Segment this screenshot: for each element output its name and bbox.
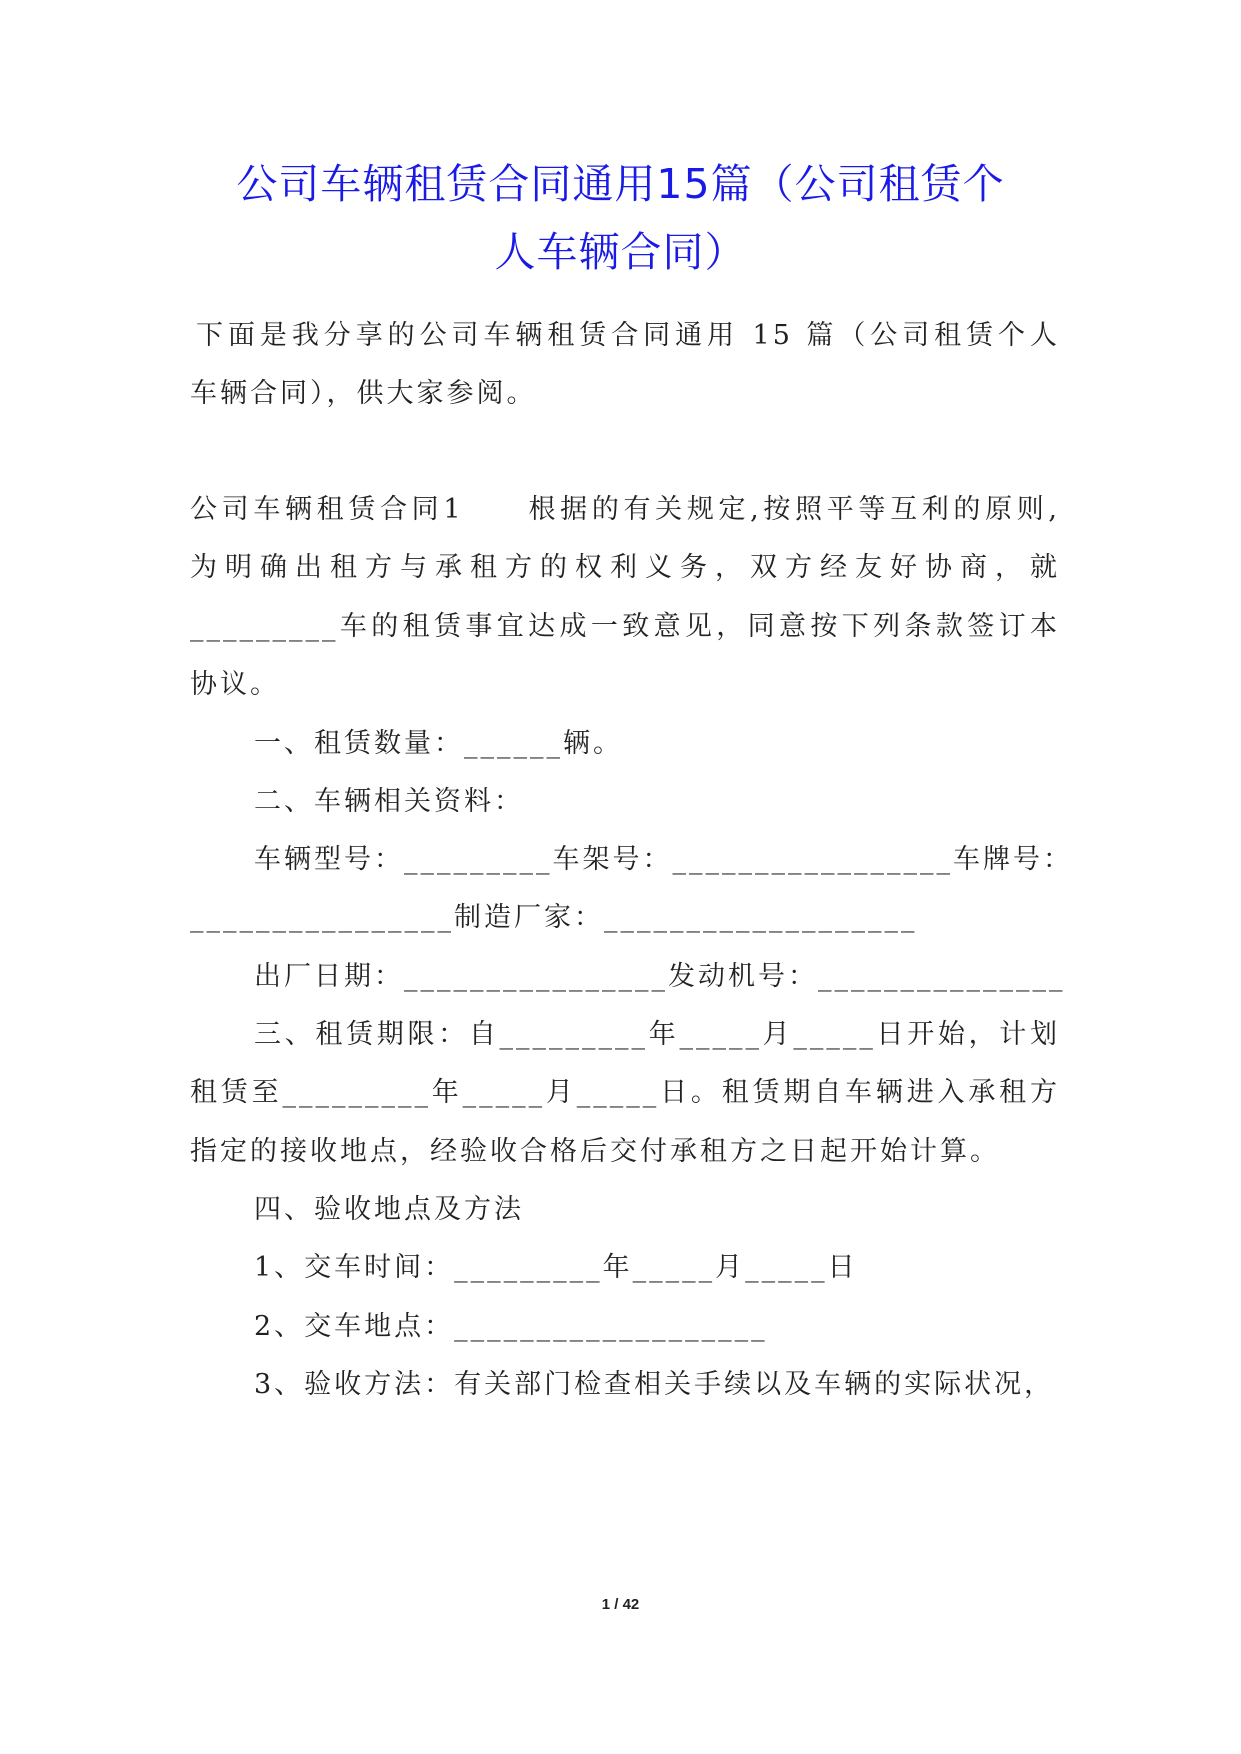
item-1: 一、租赁数量：______辆。 bbox=[254, 728, 623, 759]
item-2: 二、车辆相关资料： bbox=[254, 786, 524, 817]
paragraph-line-2: 为明确出租方与承租方的权利义务，双方经友好协商，就 bbox=[190, 552, 1060, 583]
title-line-2: 人车辆合同） bbox=[494, 228, 747, 276]
paragraph-line-3: _________车的租赁事宜达成一致意见，同意按下列条款签订本 bbox=[190, 611, 1060, 642]
title-line-1: 公司车辆租赁合同通用15篇（公司租赁个 bbox=[236, 160, 1005, 208]
intro-line-1: 下面是我分享的公司车辆租赁合同通用 15 篇（公司租赁个人 bbox=[196, 320, 1060, 351]
paragraph-line-4: 协议。 bbox=[190, 669, 280, 700]
page-number: 1 / 42 bbox=[601, 1596, 640, 1613]
item-3-line-1: 三、租赁期限：自_________年_____月_____日开始，计划 bbox=[254, 1019, 1060, 1050]
item-3-line-2: 租赁至_________年_____月_____日。租赁期自车辆进入承租方 bbox=[190, 1077, 1060, 1108]
item-4-1: 1、交车时间：_________年_____月_____日 bbox=[254, 1252, 858, 1283]
paragraph-line-1: 公司车辆租赁合同1 根据的有关规定,按照平等互利的原则, bbox=[190, 494, 1060, 525]
item-4-3: 3、验收方法：有关部门检查相关手续以及车辆的实际状况， bbox=[254, 1369, 1055, 1400]
item-2-line-2: ________________制造厂家：___________________ bbox=[190, 902, 918, 933]
item-4-2: 2、交车地点：___________________ bbox=[254, 1311, 768, 1342]
intro-line-2: 车辆合同），供大家参阅。 bbox=[190, 378, 537, 409]
document-title bbox=[150, 150, 1091, 286]
item-2-line-3: 出厂日期：________________发动机号：_______________ bbox=[254, 961, 1066, 992]
item-4: 四、验收地点及方法 bbox=[254, 1194, 524, 1225]
item-3-line-3: 指定的接收地点，经验收合格后交付承租方之日起开始计算。 bbox=[190, 1136, 1000, 1167]
item-2-line-1: 车辆型号：_________车架号：_________________车牌号： bbox=[254, 844, 1073, 875]
